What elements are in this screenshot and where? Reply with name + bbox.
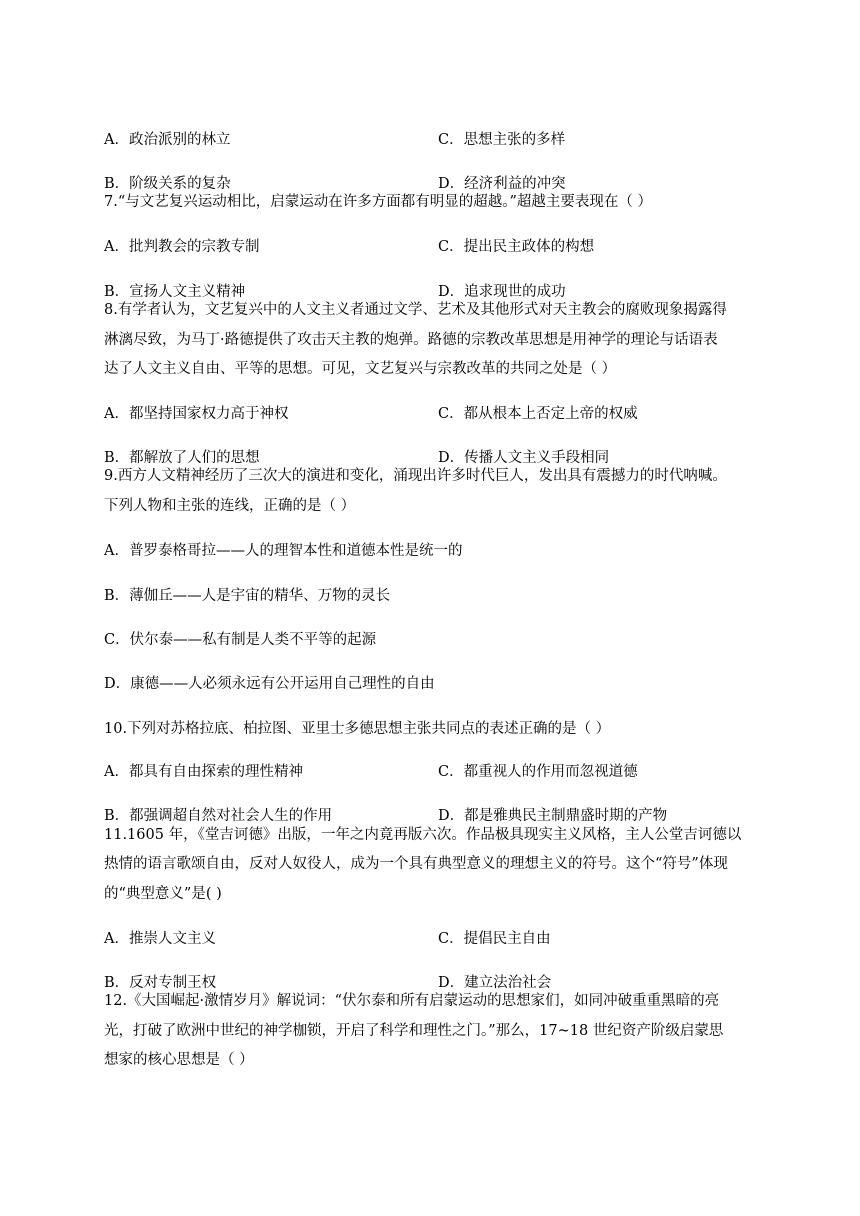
q12-stem-line-3: 想家的核心思想是（ ）	[104, 1052, 254, 1068]
q10-option-a: A．都具有自由探索的理性精神	[104, 764, 303, 780]
q12-stem-line-2: 光，打破了欧洲中世纪的神学枷锁，开启了科学和理性之门。”那么，17~18 世纪资产阶级启蒙思	[104, 1023, 724, 1039]
q6-option-b: B．阶级关系的复杂	[104, 176, 231, 192]
q9-option-a: A．普罗泰格哥拉——人的理智本性和道德本性是统一的	[104, 543, 463, 559]
q10-stem: 10.下列对苏格拉底、柏拉图、亚里士多德思想主张共同点的表述正确的是（ ）	[104, 721, 611, 737]
q8-stem-line-3: 达了人文主义自由、平等的思想。可见，文艺复兴与宗教改革的共同之处是（ ）	[104, 361, 617, 377]
q8-option-d: D．传播人文主义手段相同	[438, 450, 610, 466]
q7-option-a: A．批判教会的宗教专制	[104, 239, 260, 255]
q11-stem-line-2: 热情的语言歌颂自由，反对人奴役人，成为一个具有典型意义的理想主义的符号。这个“符号”体现	[104, 856, 728, 872]
q9-stem-line-2: 下列人物和主张的连线，正确的是（ ）	[104, 498, 356, 514]
q6-option-d: D．经济利益的冲突	[438, 176, 566, 192]
q9-option-c: C．伏尔泰——私有制是人类不平等的起源	[104, 632, 377, 648]
q11-option-a: A．推崇人文主义	[104, 931, 216, 947]
q7-option-b: B．宣扬人文主义精神	[104, 284, 246, 300]
q9-option-d: D．康德——人必须永远有公开运用自己理性的自由	[104, 676, 435, 692]
q8-option-c: C．都从根本上否定上帝的权威	[438, 406, 638, 422]
q11-option-b: B．反对专制王权	[104, 975, 217, 991]
q10-option-b: B．都强调超自然对社会人生的作用	[104, 808, 333, 824]
q11-option-c: C．提倡民主自由	[438, 931, 551, 947]
q10-option-c: C．都重视人的作用而忽视道德	[438, 764, 638, 780]
q11-option-d: D．建立法治社会	[438, 975, 552, 991]
q8-option-b: B．都解放了人们的思想	[104, 450, 260, 466]
q8-stem-line-1: 8.有学者认为，文艺复兴中的人文主义者通过文学、艺术及其他形式对天主教会的腐败现象揭露得	[104, 302, 727, 318]
q8-stem-line-2: 淋漓尽致，为马丁·路德提供了攻击天主教的炮弹。路德的宗教改革思想是用神学的理论与话语表	[104, 332, 718, 348]
q8-option-a: A．都坚持国家权力高于神权	[104, 406, 289, 422]
q6-option-c: C．思想主张的多样	[438, 132, 566, 148]
q7-option-c: C．提出民主政体的构想	[438, 239, 595, 255]
q10-option-d: D．都是雅典民主制鼎盛时期的产物	[438, 808, 668, 824]
q11-stem-line-1: 11.1605 年，《堂吉诃德》出版，一年之内竟再版六次。作品极具现实主义风格，主人公堂吉诃德以	[104, 827, 742, 843]
q11-stem-line-3: 的“典型意义”是( )	[104, 886, 222, 902]
q6-option-a: A．政治派别的林立	[104, 132, 231, 148]
q9-stem-line-1: 9.西方人文精神经历了三次大的演进和变化，涌现出许多时代巨人，发出具有震撼力的时代呐喊。	[104, 468, 727, 484]
q7-option-d: D．追求现世的成功	[438, 284, 566, 300]
q12-stem-line-1: 12.《大国崛起·激情岁月》解说词：“伏尔泰和所有启蒙运动的思想家们，如同冲破重重黑暗的亮	[104, 993, 720, 1009]
q9-option-b: B．薄伽丘——人是宇宙的精华、万物的灵长	[104, 588, 391, 604]
q7-stem: 7.“与文艺复兴运动相比，启蒙运动在许多方面都有明显的超越。”超越主要表现在（ ）	[104, 194, 653, 210]
